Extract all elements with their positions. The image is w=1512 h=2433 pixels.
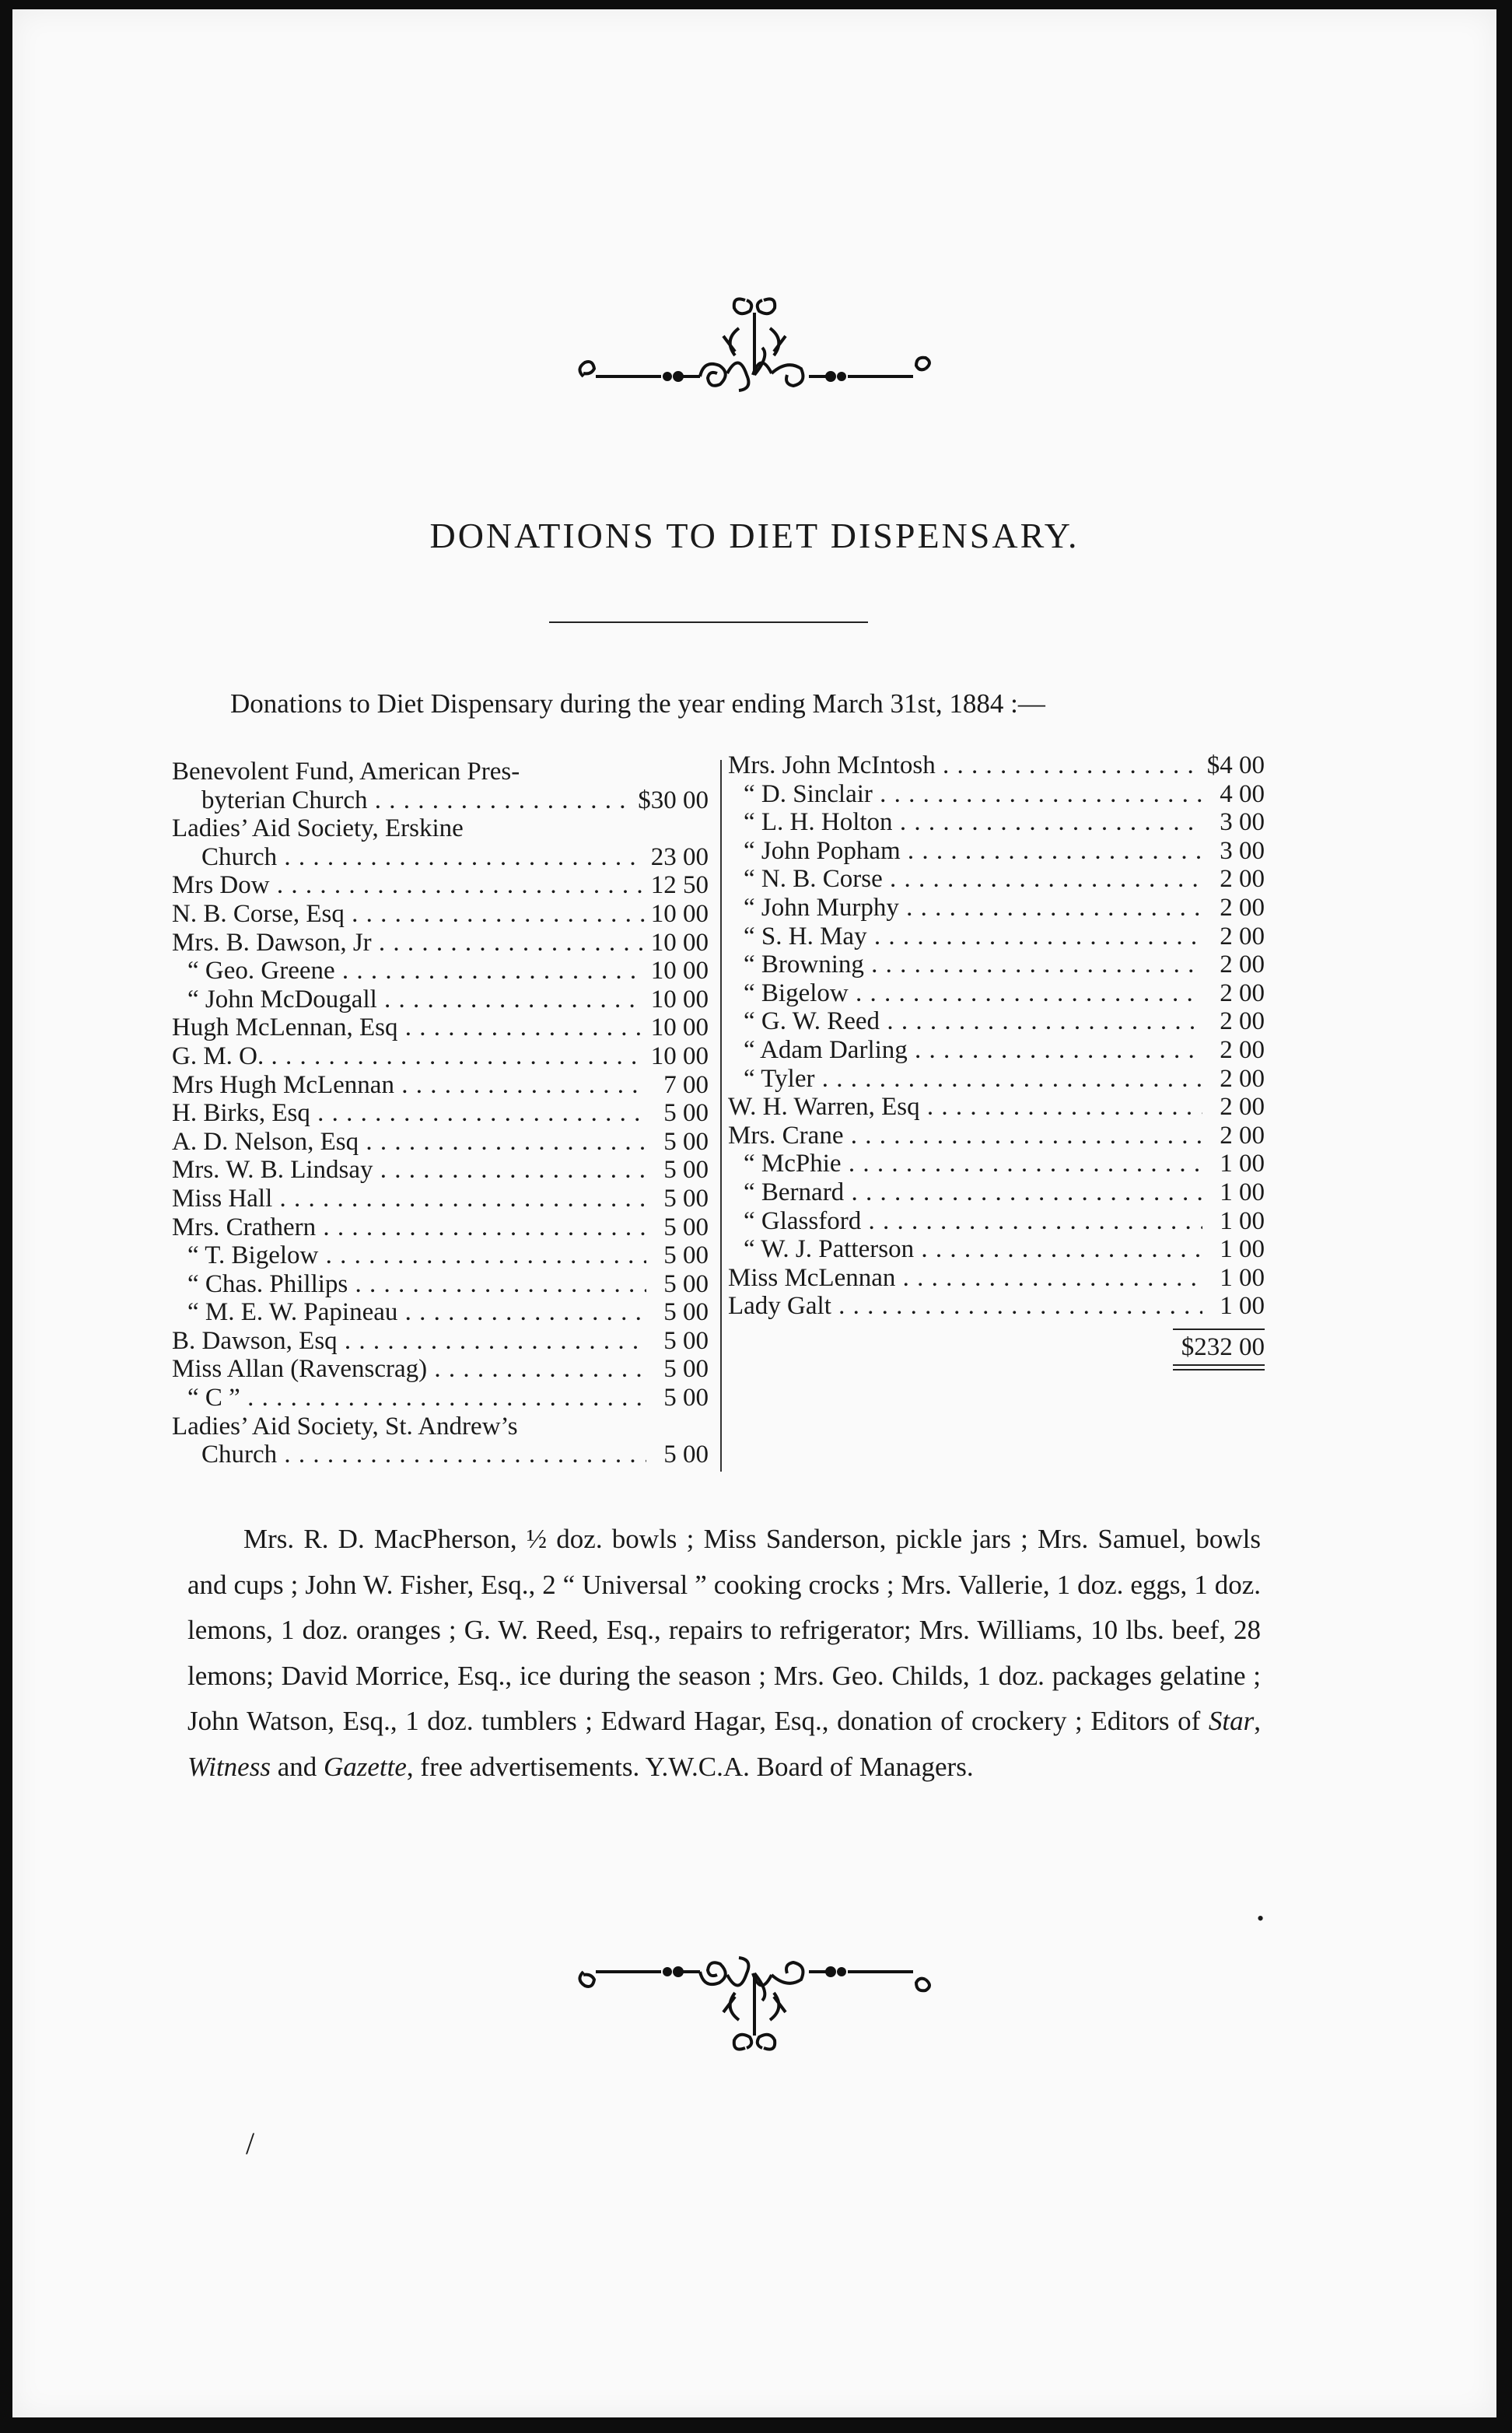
total-double-rule: [1173, 1364, 1265, 1371]
donor-name: Church . . .: [172, 1441, 646, 1469]
donation-amount: 2 00: [1220, 922, 1265, 950]
donation-entry: [172, 957, 709, 985]
donation-entry: [728, 1150, 1265, 1178]
in-kind-donations-paragraph: Mrs. R. D. MacPherson, ½ doz. bowls ; Miss Sanderson, pickle jars ; Mrs. Samuel, bowls and cups ; John W. Fisher, Esq., 2 “ Universal ” cooking crocks ; Mrs. Vallerie, 1 doz. eggs, 1 doz. lemons, 1 doz. oranges ; G. W. Reed, Esq., repairs to refrigerator; Mrs. Williams, 10 lbs. beef, 28 lemons; David Morrice, Esq., ice during the season ; Mrs. Geo. Childs, 1 doz. packages gelatine ; John Watson, Esq., 1 doz. tumblers ; Edward Hagar, Esq., donation of crockery ; Editors of Star, Witness and Gazette, free advertisements. Y.W.C.A. Board of Managers.: [187, 1524, 1262, 1782]
donation-entry: [728, 751, 1265, 780]
donor-name: “ Browning . . .: [728, 950, 1202, 979]
ornament-bottom: [568, 1942, 941, 2067]
column-divider: [720, 760, 722, 1472]
donation-amount: 5 00: [663, 1269, 709, 1298]
title-rule: [549, 621, 868, 623]
donation-amount: 5 00: [663, 1384, 709, 1413]
donation-entry: [172, 1241, 709, 1270]
donation-amount: 1 00: [1220, 1263, 1265, 1292]
donation-entry: [172, 871, 709, 900]
donor-name: “ C ” . . .: [172, 1384, 646, 1413]
donation-amount: 10 00: [650, 985, 709, 1013]
pencil-mark: /: [246, 2126, 255, 2161]
donation-amount: 10 00: [650, 928, 709, 957]
donor-name: Lady Galt . . .: [728, 1292, 1202, 1321]
donation-entry: [728, 1036, 1265, 1065]
donor-name: Church . . .: [172, 843, 645, 872]
left-donation-column: [172, 758, 709, 1469]
donation-amount: 10 00: [650, 1013, 709, 1042]
donation-amount: 5 00: [663, 1326, 709, 1355]
donation-amount: 12 50: [650, 871, 709, 900]
donor-name: byterian Church . . .: [172, 786, 632, 815]
donation-entry: [172, 1071, 709, 1100]
donor-name: Mrs Hugh McLennan . . .: [172, 1071, 646, 1100]
donation-entry: [728, 1292, 1265, 1321]
donation-amount: 1 00: [1220, 1292, 1265, 1321]
donation-entry: [728, 1122, 1265, 1150]
donor-name: “ Bigelow . . .: [728, 979, 1202, 1008]
donation-entry: [172, 900, 709, 929]
donation-entry: [728, 1007, 1265, 1036]
donor-name: “ John McDougall . . .: [172, 985, 645, 1014]
newspaper-star: Star: [1208, 1706, 1255, 1736]
donor-name: W. H. Warren, Esq . . .: [728, 1093, 1202, 1122]
donation-entry: [728, 1178, 1265, 1207]
donor-name: “ Adam Darling . . .: [728, 1036, 1202, 1065]
donor-name: “ McPhie . . .: [728, 1150, 1202, 1178]
ornament-top: [568, 282, 941, 406]
document-page: [12, 9, 1496, 2417]
donation-entry: [728, 1093, 1265, 1122]
donation-entry: [172, 985, 709, 1014]
donation-amount: 2 00: [1220, 865, 1265, 894]
donation-amount: 1 00: [1220, 1206, 1265, 1235]
donor-name: A. D. Nelson, Esq . . .: [172, 1128, 646, 1157]
donation-amount: 23 00: [650, 842, 709, 871]
donation-entry: Benevolent Fund, American Pres- byterian Church . . . $30 00: [172, 758, 709, 814]
right-donation-list: [728, 751, 1265, 1321]
donor-name: “ Tyler . . .: [728, 1065, 1202, 1094]
donation-amount: 2 00: [1220, 1035, 1265, 1064]
donation-amount: 5 00: [663, 1298, 709, 1327]
donor-name: Mrs. Crane . . .: [728, 1122, 1202, 1150]
donation-amount: 5 00: [663, 1127, 709, 1156]
donor-name: “ W. J. Patterson . . .: [728, 1235, 1202, 1264]
donation-amount: 1 00: [1220, 1235, 1265, 1264]
donation-amount: 5 00: [663, 1099, 709, 1128]
donation-entry: [172, 1156, 709, 1185]
donor-name: Miss Hall . . .: [172, 1185, 646, 1213]
donor-name: “ D. Sinclair . . .: [728, 780, 1202, 809]
newspaper-witness: Witness: [187, 1751, 271, 1782]
donation-amount: 1 00: [1220, 1178, 1265, 1206]
donation-amount: 5 00: [663, 1441, 709, 1469]
donation-amount: 5 00: [663, 1355, 709, 1384]
left-donation-list: [172, 871, 709, 1412]
ink-dot: •: [1257, 1907, 1265, 1930]
donor-name: “ S. H. May . . .: [728, 922, 1202, 951]
intro-text: Donations to Diet Dispensary during the year ending March 31st, 1884 :—: [230, 688, 1045, 719]
donation-entry: [172, 1099, 709, 1128]
donation-entry: [172, 1327, 709, 1356]
donation-entry: [172, 1042, 709, 1071]
donor-name: Mrs. John McIntosh . . .: [728, 751, 1201, 780]
donation-amount: 1 00: [1220, 1150, 1265, 1178]
donation-entry: [728, 1065, 1265, 1094]
page-title: DONATIONS TO DIET DISPENSARY.: [429, 516, 1080, 555]
donation-amount: 10 00: [650, 957, 709, 985]
right-donation-column: [728, 751, 1265, 1371]
donor-name: “ Bernard . . .: [728, 1178, 1202, 1207]
donation-amount: 10 00: [650, 899, 709, 928]
donation-amount: 7 00: [663, 1070, 709, 1099]
donation-entry: [172, 1013, 709, 1042]
donation-amount: 2 00: [1220, 1093, 1265, 1122]
donation-amount: 5 00: [663, 1156, 709, 1185]
donation-entry: [728, 979, 1265, 1008]
donor-name: Mrs Dow . . .: [172, 871, 645, 900]
donation-amount: 2 00: [1220, 1007, 1265, 1036]
donor-name: Miss Allan (Ravenscrag) . . .: [172, 1355, 646, 1384]
donation-entry: [728, 780, 1265, 809]
donor-name: “ John Murphy . . .: [728, 894, 1202, 922]
donor-name: “ T. Bigelow . . .: [172, 1241, 646, 1270]
donor-name: “ L. H. Holton . . .: [728, 808, 1202, 837]
donor-name: N. B. Corse, Esq . . .: [172, 900, 645, 929]
donor-name: G. M. O. . . .: [172, 1042, 645, 1071]
newspaper-gazette: Gazette: [324, 1751, 407, 1782]
donor-name: Miss McLennan . . .: [728, 1264, 1202, 1293]
donation-amount: 3 00: [1220, 808, 1265, 837]
donation-amount: 4 00: [1220, 779, 1265, 808]
donation-entry: [728, 950, 1265, 979]
donation-entry: [728, 1235, 1265, 1264]
donation-entry: [172, 1355, 709, 1384]
donor-name: B. Dawson, Esq . . .: [172, 1327, 646, 1356]
donor-name: Mrs. W. B. Lindsay . . .: [172, 1156, 646, 1185]
donation-amount: $4 00: [1206, 751, 1265, 779]
donor-name: Mrs. B. Dawson, Jr . . .: [172, 929, 645, 957]
donor-name: “ Chas. Phillips . . .: [172, 1270, 646, 1299]
donation-entry: [728, 922, 1265, 951]
donor-name: “ N. B. Corse . . .: [728, 865, 1202, 894]
donation-entry: [728, 1207, 1265, 1236]
donation-entry: [172, 1298, 709, 1327]
donation-entry: [728, 1264, 1265, 1293]
donation-entry: Ladies’ Aid Society, St. Andrew’s Church . . . 5 00: [172, 1413, 709, 1469]
donation-entry: [172, 1384, 709, 1413]
donor-name: Mrs. Crathern . . .: [172, 1213, 646, 1242]
donation-amount: 2 00: [1220, 893, 1265, 922]
donor-name: Hugh McLennan, Esq . . .: [172, 1013, 645, 1042]
donation-entry: [172, 1213, 709, 1242]
donation-entry: [172, 1270, 709, 1299]
donation-amount: 5 00: [663, 1213, 709, 1241]
donor-name: “ Glassford . . .: [728, 1207, 1202, 1236]
donor-name: H. Birks, Esq . . .: [172, 1099, 646, 1128]
donation-entry: [728, 894, 1265, 922]
donation-amount: 2 00: [1220, 978, 1265, 1007]
donation-entry: [728, 837, 1265, 866]
donation-entry: Ladies’ Aid Society, Erskine Church . . . 23 00: [172, 814, 709, 871]
donation-amount: $30 00: [638, 786, 709, 814]
donation-entry: [172, 1128, 709, 1157]
donation-amount: 5 00: [663, 1241, 709, 1270]
donation-entry: [728, 808, 1265, 837]
donation-amount: 2 00: [1220, 1121, 1265, 1150]
donation-entry: [728, 865, 1265, 894]
donation-entry: [172, 1185, 709, 1213]
donor-name: “ John Popham . . .: [728, 837, 1202, 866]
donation-total: $232 00: [1181, 1332, 1265, 1361]
donor-name: “ M. E. W. Papineau . . .: [172, 1298, 646, 1327]
donation-amount: 5 00: [663, 1184, 709, 1213]
donor-name: “ G. W. Reed . . .: [728, 1007, 1202, 1036]
donation-amount: 2 00: [1220, 1064, 1265, 1093]
donation-amount: 10 00: [650, 1041, 709, 1070]
donation-entry: [172, 929, 709, 957]
donor-name: “ Geo. Greene . . .: [172, 957, 645, 985]
donation-amount: 3 00: [1220, 836, 1265, 865]
donation-amount: 2 00: [1220, 950, 1265, 979]
